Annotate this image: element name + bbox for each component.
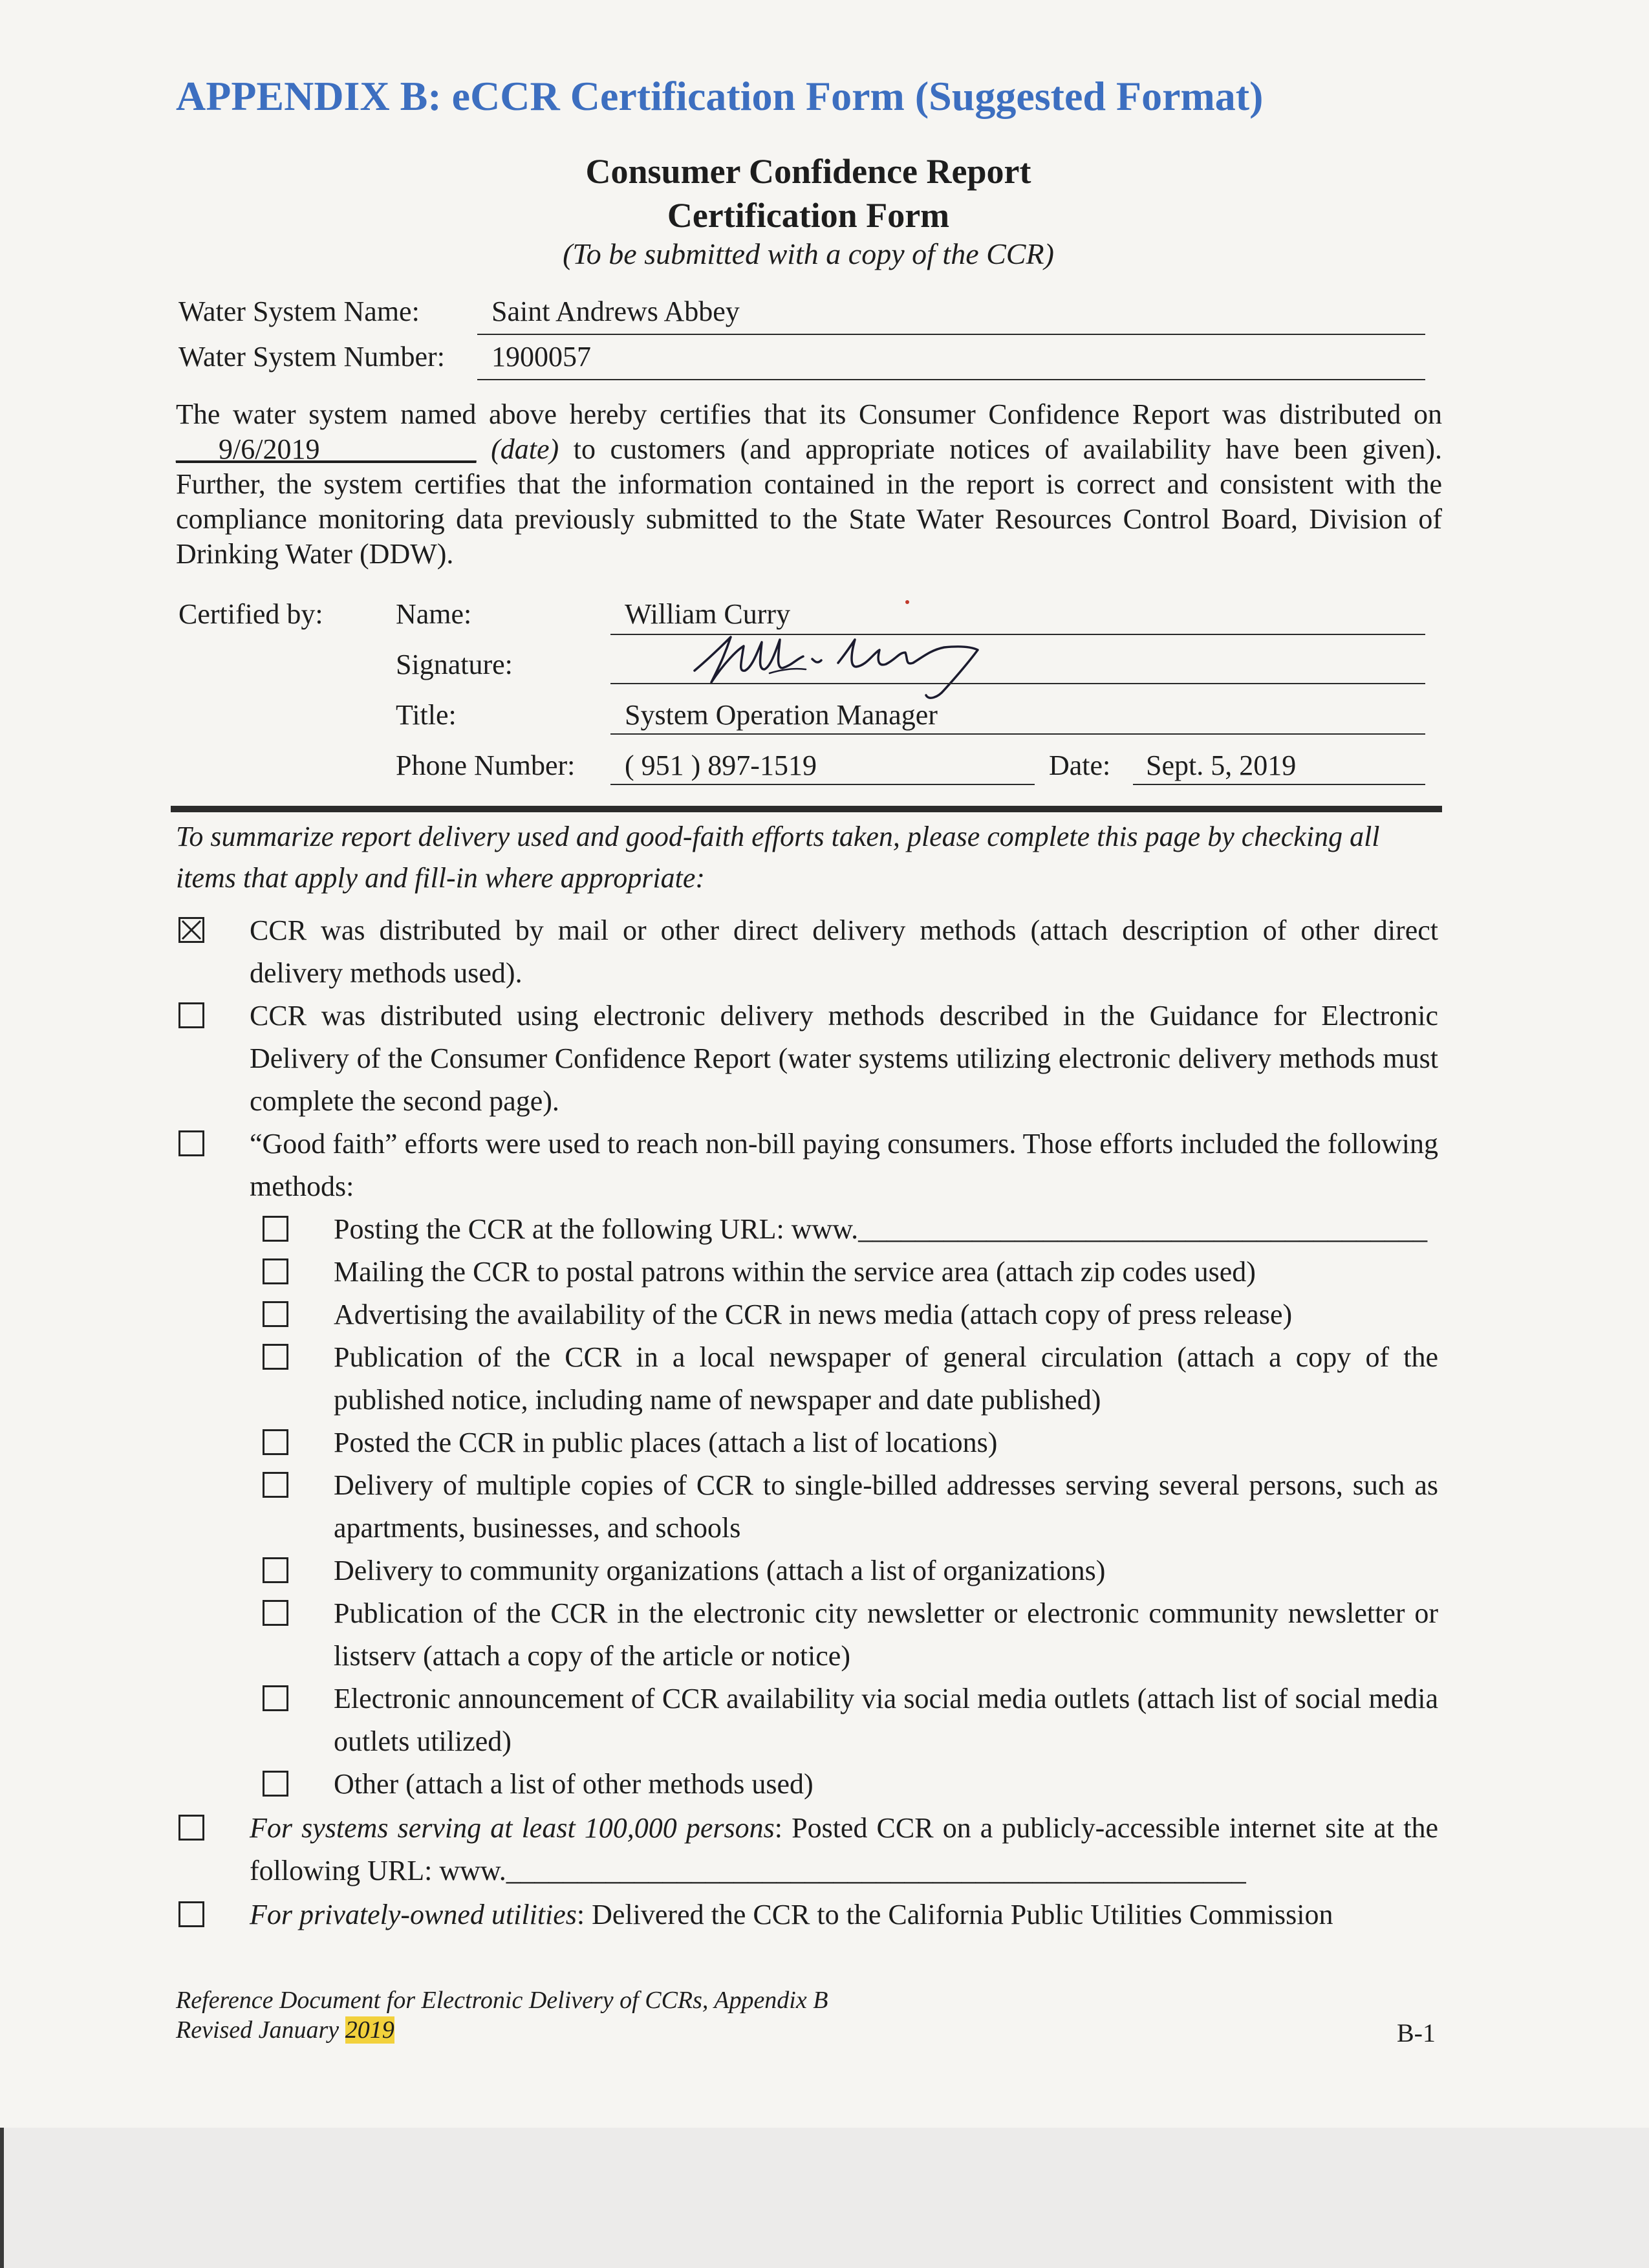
checkbox-multiple-copies[interactable] bbox=[263, 1472, 288, 1498]
date-underline bbox=[1133, 784, 1425, 785]
form-title-line2: Certification Form bbox=[667, 196, 950, 235]
name-label: Name: bbox=[396, 598, 472, 630]
checkbox-electronic-newsletter[interactable] bbox=[263, 1600, 288, 1626]
certification-text-start: The water system named above hereby certifies that its Consumer Confidence Report was distributed on bbox=[176, 398, 1442, 430]
title-label: Title: bbox=[396, 699, 457, 731]
checkbox-private-utilities[interactable] bbox=[178, 1901, 204, 1927]
water-system-number-label: Water System Number: bbox=[178, 341, 445, 373]
private-utilities-italic: For privately-owned utilities bbox=[250, 1899, 577, 1930]
subitem-electronic-newsletter: Publication of the CCR in the electronic city newsletter or electronic community newsletter or listserv (attach a copy of the article or notice) bbox=[334, 1597, 1438, 1672]
certification-paragraph bbox=[176, 397, 1442, 572]
phone-label: Phone Number: bbox=[396, 750, 576, 781]
checkbox-good-faith[interactable] bbox=[178, 1130, 204, 1156]
checkbox-other[interactable] bbox=[263, 1771, 288, 1797]
water-system-name-underline bbox=[477, 334, 1425, 335]
date-word: (date) bbox=[491, 433, 559, 465]
checkbox-large-systems[interactable] bbox=[178, 1815, 204, 1841]
ink-mark bbox=[905, 600, 909, 604]
signature-label: Signature: bbox=[396, 649, 513, 680]
footer-line2 bbox=[176, 2015, 828, 2045]
footer-revised-year: 2019 bbox=[345, 2016, 394, 2044]
form-subtitle: (To be submitted with a copy of the CCR) bbox=[563, 237, 1054, 270]
good-faith-text: “Good faith” efforts were used to reach non-bill paying consumers. Those efforts included the following methods: bbox=[250, 1128, 1438, 1202]
item-good-faith bbox=[250, 1123, 1438, 1208]
section-divider bbox=[171, 806, 1442, 812]
item-mail-delivery: CCR was distributed by mail or other direct delivery methods (attach description of other direct delivery methods used). bbox=[250, 914, 1438, 989]
certification-text-end: to customers (and appropriate notices of availability have been given). Further, the system certifies that the information contained in the report is correct and consistent with the compliance monitoring data previously submitted to the State Water Resources Control Board, Division of Drinking Water (DDW). bbox=[176, 433, 1443, 570]
date-value[interactable]: Sept. 5, 2019 bbox=[1146, 750, 1297, 781]
footer-reference bbox=[176, 1985, 828, 2045]
item-electronic-delivery: CCR was distributed using electronic delivery methods described in the Guidance for Electronic Delivery of the Consumer Confidence Report (water systems utilizing electronic delivery methods must complete the second page). bbox=[250, 1000, 1438, 1117]
subitem-advertising: Advertising the availability of the CCR in news media (attach copy of press release) bbox=[334, 1299, 1293, 1330]
date-label: Date: bbox=[1049, 750, 1111, 781]
footer-revised-label: Revised January bbox=[176, 2016, 345, 2044]
form-title-line1: Consumer Confidence Report bbox=[585, 152, 1031, 191]
checkbox-advertising[interactable] bbox=[263, 1301, 288, 1327]
checkbox-x-mark-icon bbox=[180, 919, 202, 941]
subitem-mailing-postal: Mailing the CCR to postal patrons within the service area (attach zip codes used) bbox=[334, 1256, 1256, 1288]
checkbox-newspaper[interactable] bbox=[263, 1344, 288, 1370]
large-systems-text: : Posted CCR on a publicly-accessible internet site at the following URL: www.____________________________________________________ bbox=[250, 1812, 1438, 1886]
subitem-other: Other (attach a list of other methods used) bbox=[334, 1768, 814, 1800]
instructions-text: To summarize report delivery used and good-faith efforts taken, please complete this page by checking all items that apply and fill-in where appropriate: bbox=[176, 821, 1380, 894]
subitem-community-orgs: Delivery to community organizations (attach a list of organizations) bbox=[334, 1555, 1106, 1586]
water-system-name-value[interactable]: Saint Andrews Abbey bbox=[491, 296, 740, 327]
name-value[interactable]: William Curry bbox=[625, 598, 791, 630]
checkbox-public-places[interactable] bbox=[263, 1429, 288, 1455]
phone-underline bbox=[610, 784, 1035, 785]
large-systems-italic: For systems serving at least 100,000 persons bbox=[250, 1812, 775, 1844]
subitem-newspaper: Publication of the CCR in a local newspaper of general circulation (attach a copy of the published notice, including name of newspaper and date published) bbox=[334, 1341, 1438, 1416]
subitem-public-places: Posted the CCR in public places (attach a list of locations) bbox=[334, 1427, 998, 1458]
subitem-posting-url: Posting the CCR at the following URL: www.________________________________________ bbox=[334, 1213, 1428, 1245]
checkbox-social-media[interactable] bbox=[263, 1685, 288, 1711]
item-private-utilities bbox=[250, 1894, 1438, 1936]
checkbox-posting-url[interactable] bbox=[263, 1216, 288, 1242]
subitem-social-media: Electronic announcement of CCR availability via social media outlets (attach list of social media outlets utilized) bbox=[334, 1683, 1438, 1757]
water-system-number-value[interactable]: 1900057 bbox=[491, 341, 591, 373]
item-large-systems bbox=[250, 1807, 1438, 1892]
checkbox-mailing-postal[interactable] bbox=[263, 1258, 288, 1284]
appendix-title: APPENDIX B: eCCR Certification Form (Suggested Format) bbox=[176, 73, 1264, 119]
checkbox-electronic-delivery[interactable] bbox=[178, 1002, 204, 1028]
page-number: B-1 bbox=[1397, 2018, 1436, 2047]
certified-by-label: Certified by: bbox=[178, 598, 323, 630]
title-underline bbox=[610, 733, 1425, 735]
handwritten-signature bbox=[685, 631, 1022, 702]
checkbox-community-orgs[interactable] bbox=[263, 1557, 288, 1583]
subitem-multiple-copies: Delivery of multiple copies of CCR to single-billed addresses serving several persons, such as apartments, businesses, and schools bbox=[334, 1469, 1438, 1544]
distribution-date-value[interactable]: ___9/6/2019___________ bbox=[176, 433, 477, 465]
title-value[interactable]: System Operation Manager bbox=[625, 699, 938, 731]
scan-edge bbox=[0, 2128, 4, 2268]
checkbox-mail-delivery[interactable] bbox=[178, 917, 204, 943]
water-system-name-label: Water System Name: bbox=[178, 296, 420, 327]
signature-underline bbox=[610, 683, 1425, 684]
private-utilities-text: : Delivered the CCR to the California Public Utilities Commission bbox=[576, 1899, 1333, 1930]
footer-line1: Reference Document for Electronic Delivery of CCRs, Appendix B bbox=[176, 1987, 828, 2014]
phone-value[interactable]: ( 951 ) 897-1519 bbox=[625, 750, 817, 781]
scan-background bbox=[0, 2128, 1649, 2268]
water-system-number-underline bbox=[477, 379, 1425, 380]
